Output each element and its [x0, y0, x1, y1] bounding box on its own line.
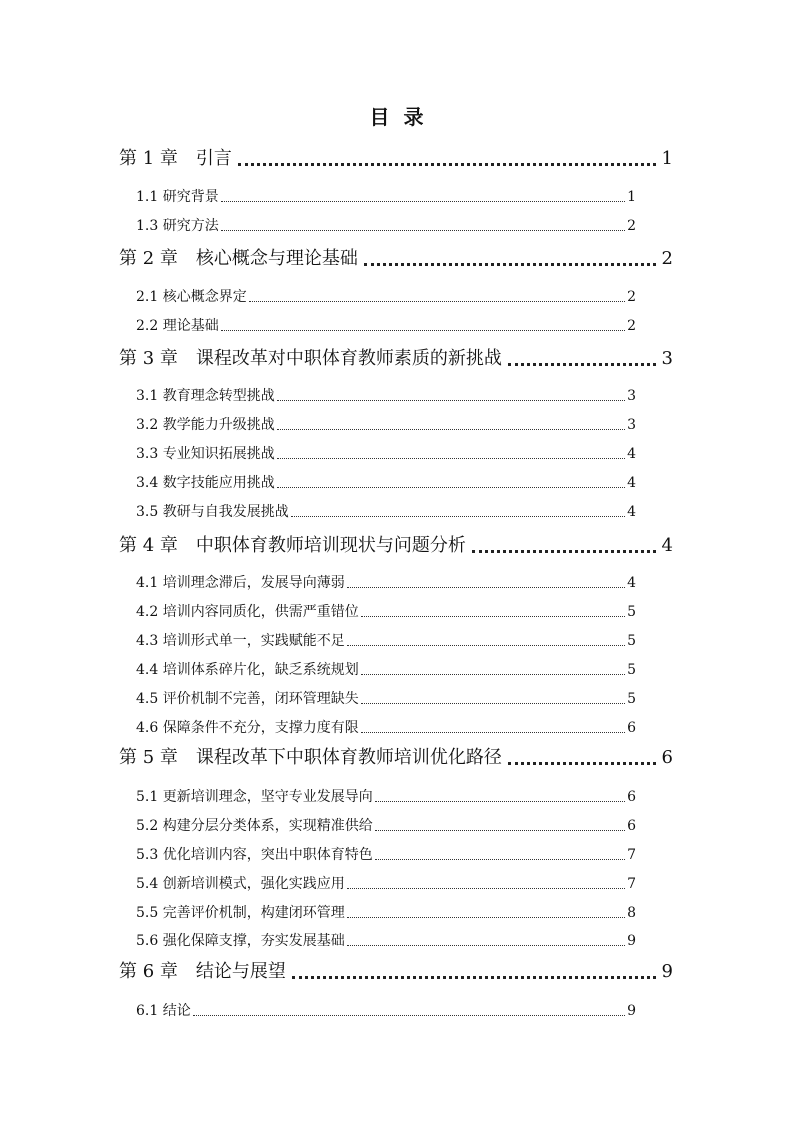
toc-page-number: 5 — [627, 604, 636, 620]
toc-section-entry[interactable] — [136, 217, 636, 235]
toc-chapter-entry[interactable] — [119, 147, 673, 171]
toc-dot-leader — [238, 163, 656, 166]
toc-entry-title: 3.5 教研与自我发展挑战 — [136, 504, 289, 520]
toc-entry-title: 5.3 优化培训内容，突出中职体育特色 — [136, 847, 373, 863]
toc-chapter-entry[interactable] — [119, 960, 673, 984]
toc-entry-title: 2.1 核心概念界定 — [136, 289, 247, 305]
toc-page-number: 6 — [627, 789, 636, 805]
toc-page-number: 2 — [627, 318, 636, 334]
toc-page-number: 3 — [627, 417, 636, 433]
toc-page-number: 3 — [627, 388, 636, 404]
toc-entry-title: 第 5 章 课程改革下中职体育教师培训优化路径 — [119, 747, 502, 768]
toc-chapter-entry[interactable] — [119, 746, 673, 770]
toc-page-number: 5 — [627, 691, 636, 707]
toc-entry-title: 3.3 专业知识拓展挑战 — [136, 446, 275, 462]
toc-entry-title: 4.6 保障条件不充分，支撑力度有限 — [136, 720, 359, 736]
toc-entry-title: 第 6 章 结论与展望 — [119, 961, 286, 982]
toc-dot-leader — [292, 976, 656, 979]
toc-entry-title: 5.5 完善评价机制，构建闭环管理 — [136, 905, 345, 921]
toc-section-entry[interactable] — [136, 661, 636, 679]
toc-entry-title: 4.3 培训形式单一，实践赋能不足 — [136, 633, 345, 649]
toc-dot-leader — [347, 645, 625, 646]
toc-section-entry[interactable] — [136, 574, 636, 592]
toc-dot-leader — [221, 230, 625, 231]
toc-dot-leader — [472, 550, 656, 553]
toc-chapter-entry[interactable] — [119, 534, 673, 558]
toc-section-entry[interactable] — [136, 932, 636, 950]
toc-dot-leader — [249, 301, 625, 302]
toc-entry-title: 1.1 研究背景 — [136, 189, 219, 205]
toc-dot-leader — [277, 429, 625, 430]
toc-entry-title: 4.4 培训体系碎片化，缺乏系统规划 — [136, 662, 359, 678]
toc-section-entry[interactable] — [136, 503, 636, 521]
toc-chapter-entry[interactable] — [119, 347, 673, 371]
toc-page-number: 8 — [627, 905, 636, 921]
toc-section-entry[interactable] — [136, 817, 636, 835]
toc-page-number: 5 — [627, 633, 636, 649]
toc-page-number: 4 — [661, 535, 673, 556]
toc-section-entry[interactable] — [136, 719, 636, 737]
toc-dot-leader — [277, 487, 625, 488]
toc-page-number: 4 — [627, 446, 636, 462]
toc-section-entry[interactable] — [136, 288, 636, 306]
toc-section-entry[interactable] — [136, 904, 636, 922]
toc-dot-leader — [361, 703, 625, 704]
toc-dot-leader — [508, 363, 656, 366]
toc-entry-title: 4.2 培训内容同质化，供需严重错位 — [136, 604, 359, 620]
toc-dot-leader — [347, 888, 625, 889]
toc-section-entry[interactable] — [136, 846, 636, 864]
toc-entry-title: 4.5 评价机制不完善，闭环管理缺失 — [136, 691, 359, 707]
toc-page-number: 6 — [627, 720, 636, 736]
toc-dot-leader — [291, 516, 625, 517]
toc-dot-leader — [364, 263, 656, 266]
toc-entry-title: 3.1 教育理念转型挑战 — [136, 388, 275, 404]
toc-section-entry[interactable] — [136, 445, 636, 463]
toc-section-entry[interactable] — [136, 632, 636, 650]
toc-page-number: 1 — [627, 189, 636, 205]
toc-page-number: 7 — [627, 876, 636, 892]
toc-page-number: 9 — [627, 1003, 636, 1019]
toc-dot-leader — [347, 917, 625, 918]
toc-entry-title: 5.1 更新培训理念，坚守专业发展导向 — [136, 789, 373, 805]
toc-page-number: 9 — [627, 933, 636, 949]
toc-dot-leader — [361, 674, 625, 675]
toc-entry-title: 3.4 数字技能应用挑战 — [136, 475, 275, 491]
toc-section-entry[interactable] — [136, 788, 636, 806]
toc-page-number: 4 — [627, 475, 636, 491]
toc-page-number: 6 — [627, 818, 636, 834]
toc-entry-title: 第 1 章 引言 — [119, 148, 232, 169]
toc-chapter-entry[interactable] — [119, 247, 673, 271]
toc-dot-leader — [375, 801, 625, 802]
toc-dot-leader — [347, 587, 625, 588]
toc-page-number: 4 — [627, 575, 636, 591]
toc-entry-title: 5.6 强化保障支撑，夯实发展基础 — [136, 933, 345, 949]
toc-section-entry[interactable] — [136, 474, 636, 492]
toc-entry-title: 第 2 章 核心概念与理论基础 — [119, 248, 358, 269]
toc-section-entry[interactable] — [136, 416, 636, 434]
toc-dot-leader — [375, 859, 625, 860]
toc-dot-leader — [277, 400, 625, 401]
toc-dot-leader — [277, 458, 625, 459]
toc-dot-leader — [347, 945, 625, 946]
toc-section-entry[interactable] — [136, 188, 636, 206]
toc-page-number: 6 — [661, 747, 673, 768]
toc-page-number: 2 — [627, 218, 636, 234]
toc-entry-title: 1.3 研究方法 — [136, 218, 219, 234]
toc-page-number: 4 — [627, 504, 636, 520]
toc-dot-leader — [375, 830, 625, 831]
toc-page-number: 1 — [661, 148, 673, 169]
toc-dot-leader — [361, 732, 625, 733]
toc-section-entry[interactable] — [136, 603, 636, 621]
toc-section-entry[interactable] — [136, 875, 636, 893]
toc-entry-title: 5.2 构建分层分类体系，实现精准供给 — [136, 818, 373, 834]
toc-page-number: 7 — [627, 847, 636, 863]
toc-dot-leader — [361, 616, 625, 617]
toc-entry-title: 3.2 教学能力升级挑战 — [136, 417, 275, 433]
toc-page-number: 3 — [661, 348, 673, 369]
toc-page-number: 2 — [661, 248, 673, 269]
toc-dot-leader — [221, 201, 625, 202]
toc-entry-title: 2.2 理论基础 — [136, 318, 219, 334]
toc-page-number: 5 — [627, 662, 636, 678]
toc-section-entry[interactable] — [136, 317, 636, 335]
toc-page-number: 9 — [661, 961, 673, 982]
toc-dot-leader — [221, 330, 625, 331]
toc-dot-leader — [193, 1015, 625, 1016]
toc-page-number: 2 — [627, 289, 636, 305]
toc-entry-title: 6.1 结论 — [136, 1003, 191, 1019]
toc-entry-title: 第 3 章 课程改革对中职体育教师素质的新挑战 — [119, 348, 502, 369]
toc-entry-title: 4.1 培训理念滞后，发展导向薄弱 — [136, 575, 345, 591]
toc-dot-leader — [508, 762, 656, 765]
toc-entry-title: 5.4 创新培训模式，强化实践应用 — [136, 876, 345, 892]
toc-section-entry[interactable] — [136, 387, 636, 405]
toc-section-entry[interactable] — [136, 1002, 636, 1020]
toc-section-entry[interactable] — [136, 690, 636, 708]
toc-title: 目录 — [369, 105, 438, 129]
toc-entry-title: 第 4 章 中职体育教师培训现状与问题分析 — [119, 535, 466, 556]
